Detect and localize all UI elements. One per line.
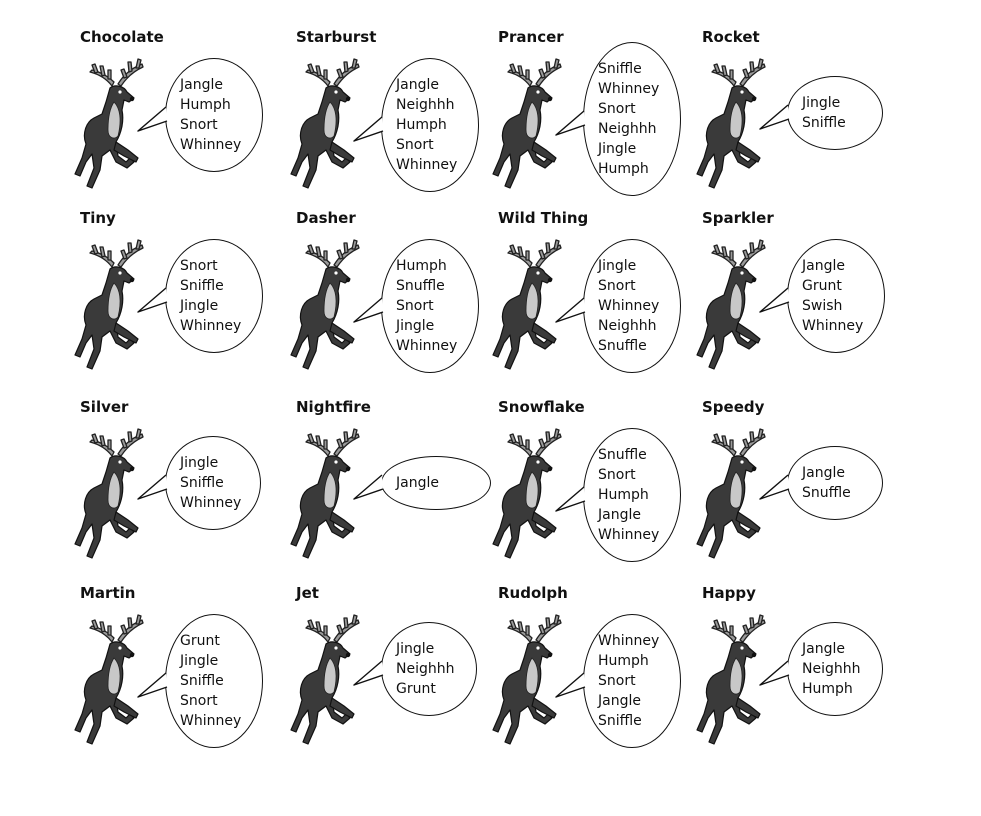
reindeer-sound: Whinney xyxy=(802,318,864,334)
reindeer-sound: Jingle xyxy=(180,455,219,471)
reindeer-sound: Whinney xyxy=(180,318,242,334)
speech-bubble xyxy=(381,58,479,192)
reindeer-sound: Jangle xyxy=(598,507,641,523)
reindeer-sound: Jangle xyxy=(802,641,845,657)
reindeer-sound: Snort xyxy=(598,278,636,294)
reindeer-sound: Neighhh xyxy=(598,318,657,334)
reindeer-sound: Snuffle xyxy=(598,338,647,354)
reindeer-sound: Snort xyxy=(396,137,434,153)
reindeer-card xyxy=(72,203,277,383)
bubble-tail xyxy=(758,659,798,689)
reindeer-sound: Neighhh xyxy=(802,661,861,677)
reindeer-card xyxy=(490,392,695,572)
reindeer-sound: Jangle xyxy=(396,475,439,491)
reindeer-name: Chocolate xyxy=(80,28,164,46)
reindeer-sound: Jangle xyxy=(598,693,641,709)
speech-bubble xyxy=(583,239,681,373)
reindeer-sound: Whinney xyxy=(396,157,458,173)
speech-bubble xyxy=(583,614,681,748)
reindeer-name: Dasher xyxy=(296,209,356,227)
reindeer-sound: Sniffle xyxy=(180,475,224,491)
bubble-tail xyxy=(758,286,798,316)
reindeer-sound: Jangle xyxy=(802,465,845,481)
reindeer-sound: Sniffle xyxy=(802,115,846,131)
reindeer-card xyxy=(694,392,899,572)
speech-bubble xyxy=(381,239,479,373)
reindeer-sound: Snuffle xyxy=(802,485,851,501)
reindeer-sound: Whinney xyxy=(598,81,660,97)
reindeer-sound: Jangle xyxy=(180,77,223,93)
reindeer-sound: Snuffle xyxy=(396,278,445,294)
reindeer-name: Martin xyxy=(80,584,136,602)
reindeer-sound: Humph xyxy=(598,487,649,503)
speech-bubble xyxy=(165,436,261,530)
reindeer-card xyxy=(694,22,899,202)
bubble-tail xyxy=(136,671,176,701)
reindeer-sound: Grunt xyxy=(802,278,842,294)
bubble-tail xyxy=(352,115,392,145)
reindeer-sound: Whinney xyxy=(180,137,242,153)
reindeer-card xyxy=(694,203,899,383)
bubble-tail xyxy=(554,296,594,326)
reindeer-card xyxy=(72,392,277,572)
reindeer-sound: Neighhh xyxy=(598,121,657,137)
reindeer-name: Snowflake xyxy=(498,398,585,416)
reindeer-sound: Jingle xyxy=(598,141,637,157)
reindeer-card xyxy=(288,203,493,383)
reindeer-name: Nightfire xyxy=(296,398,371,416)
reindeer-sound: Snort xyxy=(180,117,218,133)
reindeer-sound: Snort xyxy=(598,101,636,117)
reindeer-sound: Whinney xyxy=(598,633,660,649)
reindeer-card xyxy=(490,578,695,758)
speech-bubble xyxy=(165,614,263,748)
speech-bubble xyxy=(165,58,263,172)
reindeer-sound: Grunt xyxy=(396,681,436,697)
reindeer-sound: Snort xyxy=(180,258,218,274)
bubble-tail xyxy=(136,473,176,503)
reindeer-sound: Whinney xyxy=(180,713,242,729)
bubble-tail xyxy=(554,485,594,515)
reindeer-sound: Sniffle xyxy=(180,278,224,294)
reindeer-name: Prancer xyxy=(498,28,564,46)
reindeer-name: Wild Thing xyxy=(498,209,589,227)
reindeer-name: Speedy xyxy=(702,398,765,416)
reindeer-name: Sparkler xyxy=(702,209,774,227)
reindeer-sound: Jingle xyxy=(180,653,219,669)
reindeer-sound: Humph xyxy=(598,653,649,669)
reindeer-card xyxy=(72,578,277,758)
speech-bubble xyxy=(787,239,885,353)
reindeer-sound: Jingle xyxy=(598,258,637,274)
reindeer-sound: Snort xyxy=(396,298,434,314)
speech-bubble xyxy=(787,622,883,716)
reindeer-sound: Neighhh xyxy=(396,97,455,113)
reindeer-card xyxy=(490,22,695,202)
speech-bubble xyxy=(381,622,477,716)
reindeer-sound: Humph xyxy=(598,161,649,177)
speech-bubble xyxy=(583,428,681,562)
bubble-tail xyxy=(758,473,798,503)
reindeer-sound: Neighhh xyxy=(396,661,455,677)
bubble-tail xyxy=(554,109,594,139)
reindeer-name: Rudolph xyxy=(498,584,568,602)
bubble-tail xyxy=(136,286,176,316)
reindeer-sound: Humph xyxy=(802,681,853,697)
reindeer-sound: Sniffle xyxy=(598,61,642,77)
reindeer-sound: Snort xyxy=(598,673,636,689)
reindeer-sound: Snort xyxy=(180,693,218,709)
reindeer-card xyxy=(288,392,493,572)
reindeer-sound: Humph xyxy=(396,117,447,133)
reindeer-card xyxy=(288,578,493,758)
reindeer-sound: Snuffle xyxy=(598,447,647,463)
reindeer-name: Silver xyxy=(80,398,129,416)
reindeer-sound: Whinney xyxy=(180,495,242,511)
reindeer-sound: Jingle xyxy=(802,95,841,111)
reindeer-name: Happy xyxy=(702,584,756,602)
reindeer-sound: Whinney xyxy=(598,298,660,314)
reindeer-sound: Humph xyxy=(396,258,447,274)
reindeer-sound: Sniffle xyxy=(180,673,224,689)
bubble-tail xyxy=(758,103,798,133)
speech-bubble xyxy=(381,456,491,510)
reindeer-name: Tiny xyxy=(80,209,116,227)
reindeer-card xyxy=(72,22,277,202)
reindeer-sound: Jingle xyxy=(396,641,435,657)
reindeer-sound: Whinney xyxy=(598,527,660,543)
reindeer-card xyxy=(288,22,493,202)
reindeer-name: Starburst xyxy=(296,28,377,46)
reindeer-sound: Humph xyxy=(180,97,231,113)
reindeer-sound: Jingle xyxy=(180,298,219,314)
reindeer-name: Rocket xyxy=(702,28,760,46)
reindeer-sound: Grunt xyxy=(180,633,220,649)
reindeer-card xyxy=(490,203,695,383)
reindeer-sound: Jingle xyxy=(396,318,435,334)
reindeer-sound: Jangle xyxy=(396,77,439,93)
reindeer-sound: Swish xyxy=(802,298,843,314)
reindeer-name: Jet xyxy=(296,584,319,602)
speech-bubble xyxy=(787,446,883,520)
bubble-tail xyxy=(352,473,392,503)
bubble-tail xyxy=(136,105,176,135)
speech-bubble xyxy=(787,76,883,150)
reindeer-sound: Whinney xyxy=(396,338,458,354)
reindeer-card xyxy=(694,578,899,758)
bubble-tail xyxy=(352,659,392,689)
speech-bubble xyxy=(165,239,263,353)
speech-bubble xyxy=(583,42,681,196)
reindeer-sound: Jangle xyxy=(802,258,845,274)
reindeer-sound: Snort xyxy=(598,467,636,483)
bubble-tail xyxy=(352,296,392,326)
bubble-tail xyxy=(554,671,594,701)
reindeer-sound: Sniffle xyxy=(598,713,642,729)
